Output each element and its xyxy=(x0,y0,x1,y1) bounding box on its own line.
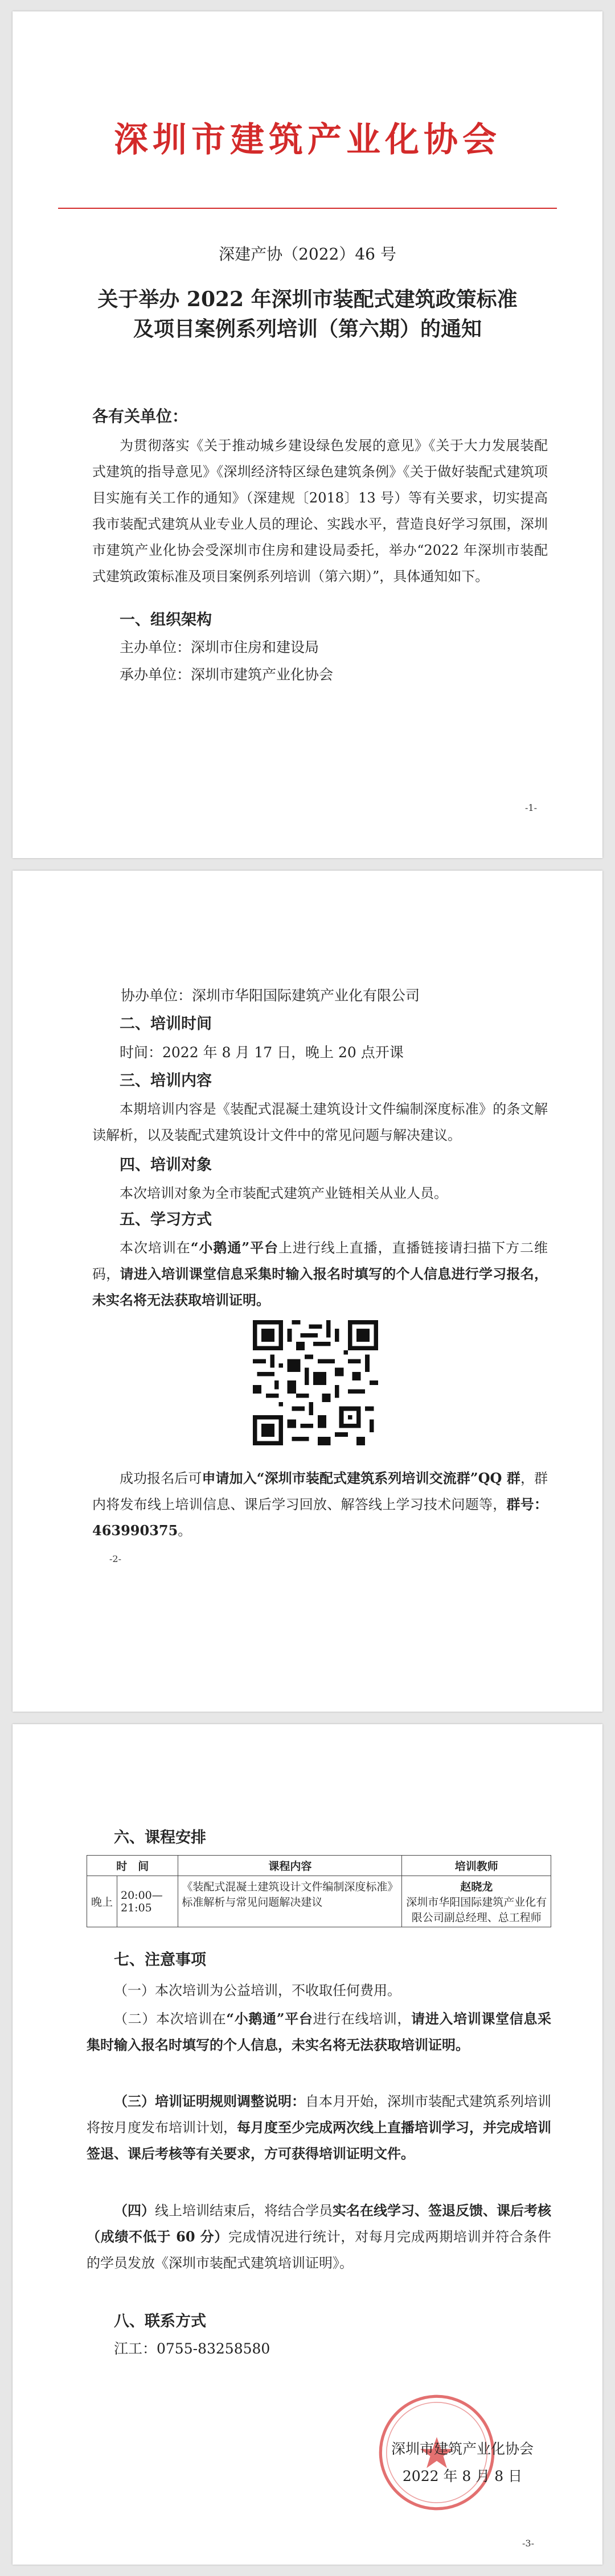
section-7-heading: 七、注意事项 xyxy=(114,1951,206,1969)
document-number: 深建产协（2022）46 号 xyxy=(219,245,396,263)
evaluation-criteria: 实名在线学习、签退反馈、课后考核（成绩不低于 60 分） xyxy=(87,2202,551,2245)
qq-group-number: 群号：463990375 xyxy=(92,1496,548,1539)
column-header-time: 时 间 xyxy=(87,1856,178,1876)
qq-group-name: 申请加入“深圳市装配式建筑系列培训交流群”QQ 群 xyxy=(202,1470,520,1486)
note-3 xyxy=(87,2088,551,2167)
page-number: -3- xyxy=(522,2538,534,2549)
platform-name: “小鹅通”平台 xyxy=(226,2010,313,2027)
teacher-title: 深圳市华阳国际建筑产业化有限公司副总经理、总工程师 xyxy=(406,1896,547,1924)
page-number: -1- xyxy=(525,802,537,813)
teacher-cell xyxy=(402,1876,551,1927)
co-organizer-unit: 协办单位：深圳市华阳国际建筑产业化有限公司 xyxy=(121,987,420,1004)
registration-note: 请进入培训课堂信息采集时输入报名时填写的个人信息，未实名将无法获取培训证明。 xyxy=(87,2010,552,2053)
table-header-row xyxy=(87,1856,551,1876)
learning-method-paragraph xyxy=(92,1235,548,1313)
note-4 xyxy=(87,2198,551,2276)
text-run: 本次培训在 xyxy=(120,1240,191,1256)
section-2-heading: 二、培训时间 xyxy=(120,1015,212,1033)
session-cell: 晚上 xyxy=(87,1876,117,1927)
training-content: 本期培训内容是《装配式混凝土建筑设计文件编制深度标准》的条文解读解析，以及装配式建筑设计文件中的常见问题与解决建议。 xyxy=(92,1101,548,1143)
signature-block xyxy=(377,2435,548,2490)
note-2 xyxy=(87,2006,551,2058)
course-schedule-table xyxy=(87,1855,551,1927)
page-3 xyxy=(13,1724,602,2565)
text-run: 进行在线培训， xyxy=(313,2011,412,2027)
org-header-title: 深圳市建筑产业化协会 xyxy=(114,120,501,160)
text-run: ，群内将发布线上培训信息、课后学习回放、解答线上学习技术问题等， xyxy=(92,1470,548,1512)
qr-code-image[interactable] xyxy=(253,1320,378,1445)
text-run: 完成情况进行统计，对每月完成两期培训并符合条件的学员发放《深圳市装配式建筑培训证明》。 xyxy=(87,2229,552,2271)
teacher-name: 赵晓龙 xyxy=(460,1881,493,1893)
section-3-heading: 三、培训内容 xyxy=(120,1072,212,1090)
certificate-requirement: 每月度至少完成两次线上直播培训学习，并完成培训签退、课后考核等有关要求，方可获得培训证明文件。 xyxy=(87,2119,551,2162)
text-run: 。 xyxy=(178,1523,192,1539)
text-run: （二）本次培训在 xyxy=(114,2011,227,2027)
column-header-content: 课程内容 xyxy=(178,1856,402,1876)
text-run: （四） xyxy=(114,2202,155,2219)
text-run: 成功报名后可 xyxy=(120,1470,202,1486)
text-run: 上进行线上直播，直播链接请扫描下方二维码， xyxy=(92,1240,548,1282)
platform-name: “小鹅通”平台 xyxy=(190,1239,278,1256)
training-audience: 本次培训对象为全市装配式建筑产业链相关从业人员。 xyxy=(120,1185,448,1201)
text-run: 线上培训结束后，将结合学员 xyxy=(155,2203,333,2219)
content-cell: 《装配式混凝土建筑设计文件编制深度标准》标准解析与常见问题解决建议 xyxy=(178,1876,402,1927)
organizer-unit: 承办单位：深圳市建筑产业化协会 xyxy=(120,666,334,683)
contact-info: 江工：0755-83258580 xyxy=(114,2340,270,2357)
section-8-heading: 八、联系方式 xyxy=(114,2313,206,2330)
section-6-heading: 六、课程安排 xyxy=(114,1829,206,1847)
page-1 xyxy=(13,11,602,858)
document-title xyxy=(13,285,602,344)
intro-paragraph: 为贯彻落实《关于推动城乡建设绿色发展的意见》《关于大力发展装配式建筑的指导意见》《深圳经济特区绿色建筑条例》《关于做好装配式建筑项目实施有关工作的通知》（深建规〔2018〕13 号）等有关要求，切实提高我市装配式建筑从业专业人员的理论、实践水平，营造良好学习氛围，深圳市建筑产业化协会受深圳市住房和建设局委托，举办“2022 年深圳市装配式建筑政策标准及项目案例系列培训（第六期）”，具体通知如下。 xyxy=(92,438,548,584)
qq-group-paragraph xyxy=(92,1465,548,1544)
document-title-line-2: 及项目案例系列培训（第六期）的通知 xyxy=(133,317,482,341)
time-cell: 20:00—21:05 xyxy=(117,1876,178,1927)
page-2 xyxy=(13,871,602,1712)
host-unit: 主办单位：深圳市住房和建设局 xyxy=(120,639,319,656)
page-number: -2- xyxy=(109,1553,121,1564)
column-header-teacher: 培训教师 xyxy=(402,1856,551,1876)
header-red-rule xyxy=(58,208,557,209)
signature-org: 深圳市建筑产业化协会 xyxy=(391,2441,534,2457)
section-5-heading: 五、学习方式 xyxy=(120,1211,212,1229)
signature-date: 2022 年 8 月 8 日 xyxy=(402,2468,523,2484)
registration-note: 请进入培训课堂信息采集时输入报名时填写的个人信息进行学习报名，未实名将无法获取培训证明。 xyxy=(92,1266,548,1308)
section-4-heading: 四、培训对象 xyxy=(120,1156,212,1174)
text-run: 自本月开始，深圳市装配式建筑系列培训将按月度发布培训计划， xyxy=(87,2093,551,2136)
salutation: 各有关单位： xyxy=(92,407,188,426)
section-1-heading: 一、组织架构 xyxy=(120,611,212,629)
note-1: （一）本次培训为公益培训，不收取任何费用。 xyxy=(114,1983,401,1998)
table-row xyxy=(87,1876,551,1927)
note-3-title: （三）培训证明规则调整说明： xyxy=(114,2093,305,2109)
document-title-line-1: 关于举办 2022 年深圳市装配式建筑政策标准 xyxy=(97,287,518,311)
training-time: 时间：2022 年 8 月 17 日，晚上 20 点开课 xyxy=(120,1044,404,1061)
